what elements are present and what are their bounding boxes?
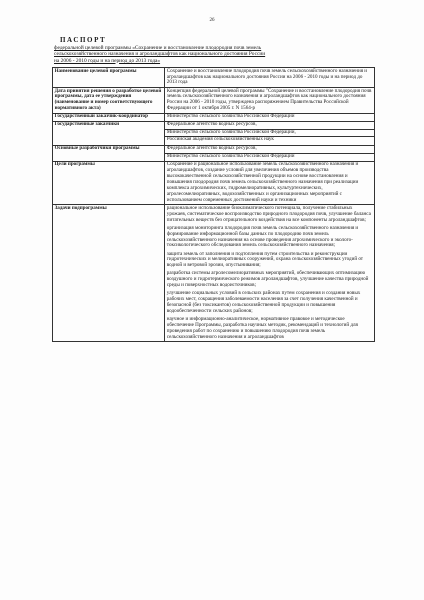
value-text: Федеральное агентство водных ресурсов,	[165, 146, 374, 154]
row-value	[165, 145, 375, 161]
value-text: Федеральное агентство водных ресурсов,	[165, 122, 374, 130]
row-value	[165, 68, 375, 88]
table-row	[53, 161, 375, 205]
row-label: Задачи подпрограммы	[53, 205, 165, 342]
task-paragraph: рациональное использование биоклиматического потенциала, получение стабильных урожаев, систематическое воспроизводство природного плодородия почв, улучшение баланса питательных веществ без отрицательного воздействия на все компоненты агроландшафтов;	[166, 204, 371, 223]
task-paragraph: организация мониторинга плодородия почв земель сельскохозяйственного назначения и формирование информационной базы данных по плодородию почв земель сельскохозяйственного назначения на основе проведения агрохимического и эколого-токсикологического обследования земель сельскохозяйственного назначения;	[166, 224, 359, 249]
value-text: Российская академия сельскохозяйственных наук	[166, 136, 274, 143]
value-text: Сохранение и рациональное использование земель сельскохозяйственного назначения и агроландшафтов, создание условий для увеличения объемов производства высококачественной сельскохозяйственной продукции на основе восстановления и повышения плодородия почв земель сельскохозяйственного назначения при реализации комплекса агрохимических, гидромелиоративных, культуртехнических, агролесомелиоративных, водохозяйственных и организационных мероприятий с использованием современных достижений науки и техники	[166, 161, 359, 203]
table-row	[53, 121, 375, 145]
table-row	[53, 68, 375, 88]
table-row	[53, 87, 375, 113]
row-label: Дата принятия решения о разработке целевой программы, дата ее утверждения (наименование и номер соответствующего нормативного акта)	[53, 87, 165, 113]
row-label: Цели программы	[53, 161, 165, 205]
task-paragraph: улучшение социальных условий в сельских районах путем сохранения и создания новых рабочих мест, сокращения заболеваемости населения за счет получения качественной и безопасной (без токсикантов) сельскохозяйственной продукции и повышения водообеспеченности сельских районов;	[166, 290, 361, 315]
value-text: Концепция федеральной целевой программы "Сохранение и восстановление плодородия почв земель сельскохозяйственного назначения и агроландшафтов как национального достояния России на 2006 - 2010 годы, утверждена распоряжением Правительства Российской Федерации от 1 октября 2005 г. N 1564-р	[166, 87, 372, 112]
value-text: Министерство сельского хозяйства Российской Федерации	[166, 152, 295, 159]
subtitle-line: федеральной целевой программы «Сохранение и восстановление плодородия почв земель	[54, 45, 262, 51]
task-paragraph: научное и информационно-аналитическое, нормативное правовое и методическое обеспечение Программы, разработка научных методик, рекомендаций и технологий для проведения работ по сохранению и повышению плодородия почв земель сельскохозяйственного назначения и агроландшафтов	[166, 316, 358, 340]
row-value	[165, 205, 375, 342]
table-row	[53, 205, 375, 342]
table-row	[53, 145, 375, 161]
row-label: Основные разработчики программы	[53, 145, 165, 161]
row-label: Наименование целевой программы	[53, 68, 165, 88]
passport-table	[52, 67, 375, 342]
subtitle-line: сельскохозяйственного назначения и агроландшафтов как национального достояния России	[54, 51, 266, 58]
row-value	[165, 87, 375, 113]
row-value	[165, 161, 375, 205]
value-text: Сохранение и восстановление плодородия почв земель сельскохозяйственного назначения и агроландшафтов как национального достояния России на 2006 - 2010 годы и на период до 2013 года	[166, 67, 368, 86]
subtitle-line: на 2006 - 2010 годы и на период до 2013 года»	[54, 57, 161, 64]
row-value	[165, 113, 375, 121]
table-row	[53, 113, 375, 121]
value-text: Министерство сельского хозяйства Российской Федерации,	[165, 130, 374, 138]
task-paragraph: защита земель от заполнения и подтопления путем строительства и реконструкции гидротехнических и мелиоративных сооружений, охрана сельскохозяйственных угодий от водной и ветровой эрозии, опустынивания;	[166, 250, 364, 269]
row-value	[165, 121, 375, 145]
page-number: 26	[209, 18, 215, 23]
document-title: ПАСПОРТ	[60, 36, 107, 44]
row-label: Государственный заказчик-координатор	[53, 113, 165, 121]
task-paragraph: разработка системы агролесомелиоративных мероприятий, обеспечивающих оптимизацию воздушного и гидротермического режимов агроландшафтов, улучшение качества природной среды и поверхностных водоисточников;	[166, 270, 369, 289]
value-text: Министерство сельского хозяйства Российской Федерации	[166, 113, 295, 120]
row-label: Государственные заказчики	[53, 121, 165, 145]
program-subtitle	[54, 45, 372, 64]
